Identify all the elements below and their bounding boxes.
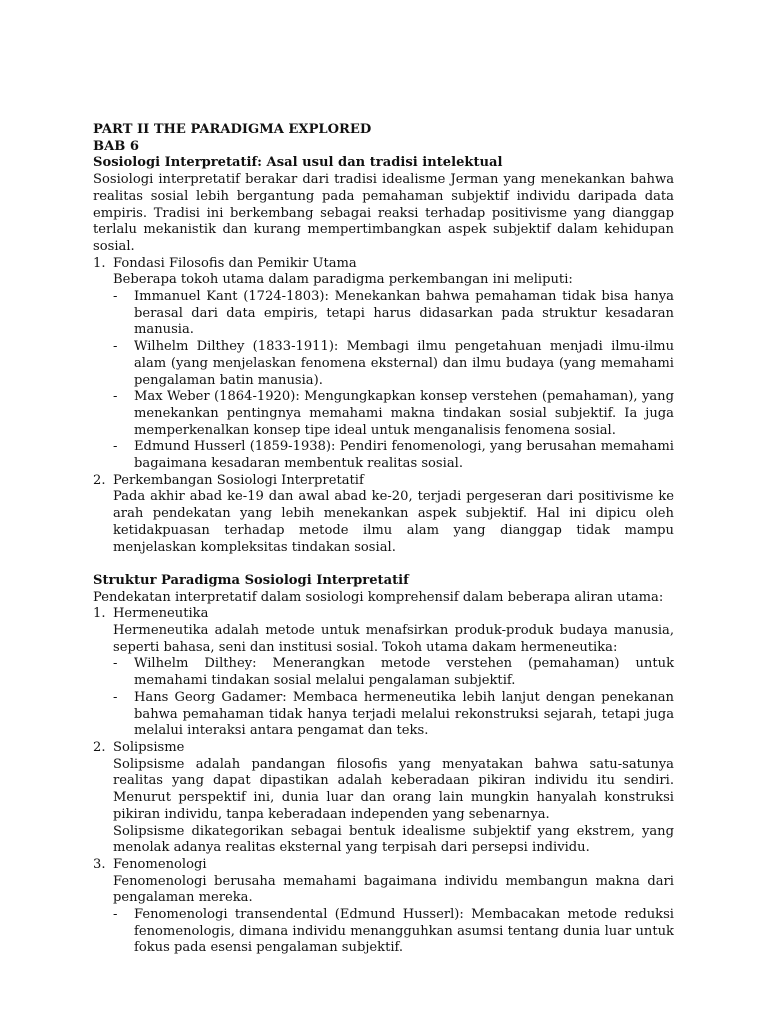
- item-body: [113, 857, 674, 957]
- bullet-text: Hans Georg Gadamer: Membaca hermeneutika lebih lanjut dengan penekanan bahwa pemahaman tidak hanya terjadi melalui rekonstruksi sejarah, tetapi juga melalui interaksi antara pengamat dan teks.: [134, 689, 674, 739]
- item-text: Pada akhir abad ke-19 dan awal abad ke-20, terjadi pergeseran dari positivisme ke arah pendekatan yang lebih menekankan aspek subjektif. Hal ini dipicu oleh ketidakpuasan terhadap metode ilmu alam yang dianggap tidak mampu menjelaskan kompleksitas tindakan sosial.: [113, 489, 674, 555]
- section-intro: Pendekatan interpretatif dalam sosiologi komprehensif dalam beberapa aliran utama:: [93, 589, 664, 605]
- numbered-item: [93, 473, 674, 557]
- item-text: Hermeneutika adalah metode untuk menafsirkan produk-produk budaya manusia, seperti bahasa, seni dan institusi sosial. Tokoh utama dakam hermeneutika:: [113, 623, 674, 655]
- item-title: Perkembangan Sosiologi Interpretatif: [113, 472, 364, 488]
- dash-marker: -: [113, 389, 118, 405]
- bullet-text: Wilhelm Dilthey: Menerangkan metode verstehen (pemahaman) untuk memahami tindakan sosial melalui pengalaman subjektif.: [134, 656, 674, 689]
- numbered-item: [93, 606, 674, 740]
- bullet-item: [113, 339, 674, 389]
- section-heading: Struktur Paradigma Sosiologi Interpretatif: [93, 572, 409, 588]
- part-title: PART II THE PARADIGMA EXPLORED: [93, 122, 372, 137]
- item-number: 2.: [93, 472, 106, 488]
- bullet-text: Edmund Husserl (1859-1938): Pendiri fenomenologi, yang berusahan memahami bagaimana kesadaran membentuk realitas sosial.: [134, 439, 674, 472]
- dash-marker: -: [113, 907, 118, 923]
- bullet-item: [113, 690, 674, 740]
- item-body: [113, 256, 674, 473]
- bullet-item: [113, 289, 674, 339]
- item-text: Fenomenologi berusaha memahami bagaimana individu membangun makna dari pengalaman mereka.: [113, 873, 674, 906]
- bullet-text: Max Weber (1864-1920): Mengungkapkan konsep verstehen (pemahaman), yang menekankan pentingnya memahami makna tindakan sosial subjektif. Ia juga memperkenalkan konsep tipe ideal untuk menganalisis fenomena sosial.: [134, 389, 674, 438]
- blank-line: [93, 556, 674, 573]
- item-number: 1.: [93, 606, 106, 622]
- bullet-text: Fenomenologi transendental (Edmund Husserl): Membacakan metode reduksi fenomenologis, dimana individu menangguhkan asumsi tentang dunia luar untuk fokus pada esensi pengalaman subjektif.: [134, 907, 674, 956]
- item-number: 2.: [93, 740, 106, 755]
- item-body: [113, 740, 674, 857]
- chapter-label: BAB 6: [93, 138, 139, 154]
- bullet-item: [113, 907, 674, 957]
- item-title: Hermeneutika: [113, 606, 209, 622]
- item-body: [113, 473, 674, 557]
- item-title: Fenomenologi: [113, 856, 207, 872]
- dash-marker: -: [113, 439, 118, 455]
- dash-marker: -: [113, 689, 118, 705]
- dash-marker: -: [113, 339, 118, 355]
- document-page: [93, 122, 674, 957]
- dash-marker: -: [113, 289, 118, 305]
- item-number: 1.: [93, 255, 106, 271]
- item-text: Solipsisme dikategorikan sebagai bentuk idealisme subjektif yang ekstrem, yang menolak adanya realitas eksternal yang terpisah dari persepsi individu.: [113, 823, 674, 856]
- item-text: Beberapa tokoh utama dalam paradigma perkembangan ini meliputi:: [113, 272, 573, 288]
- section-heading: Sosiologi Interpretatif: Asal usul dan tradisi intelektual: [93, 155, 503, 171]
- bullet-item: [113, 389, 674, 439]
- numbered-item: [93, 740, 674, 857]
- item-number: 3.: [93, 856, 106, 872]
- bullet-text: Immanuel Kant (1724-1803): Menekankan bahwa pemahaman tidak bisa hanya berasal dari data empiris, tetapi harus didasarkan pada struktur kesadaran manusia.: [134, 289, 674, 338]
- numbered-item: [93, 857, 674, 957]
- numbered-item: [93, 256, 674, 473]
- section-intro: Sosiologi interpretatif berakar dari tradisi idealisme Jerman yang menekankan bahwa realitas sosial lebih bergantung pada pemahaman subjektif individu daripada data empiris. Tradisi ini berkembang sebagai reaksi terhadap positivisme yang dianggap terlalu mekanistik dan kurang mempertimbangkan aspek subjektif dalam kehidupan sosial.: [93, 172, 674, 254]
- bullet-text: Wilhelm Dilthey (1833-1911): Membagi ilmu pengetahuan menjadi ilmu-ilmu alam (yang menjelaskan fenomena eksternal) dan ilmu budaya (yang memahami pengalaman batin manusia).: [134, 339, 674, 388]
- item-text: Solipsisme adalah pandangan filosofis yang menyatakan bahwa satu-satunya realitas yang dapat dipastikan adalah keberadaan pikiran individu itu sendiri. Menurut perspektif ini, dunia luar dan orang lain mungkin hanyalah konstruksi pikiran individu, tanpa keberadaan independen yang sebenarnya.: [113, 756, 674, 822]
- item-body: [113, 606, 674, 740]
- item-title: Solipsisme: [113, 740, 185, 755]
- bullet-item: [113, 439, 674, 472]
- bullet-item: [113, 656, 674, 689]
- item-title: Fondasi Filosofis dan Pemikir Utama: [113, 255, 357, 271]
- dash-marker: -: [113, 656, 118, 672]
